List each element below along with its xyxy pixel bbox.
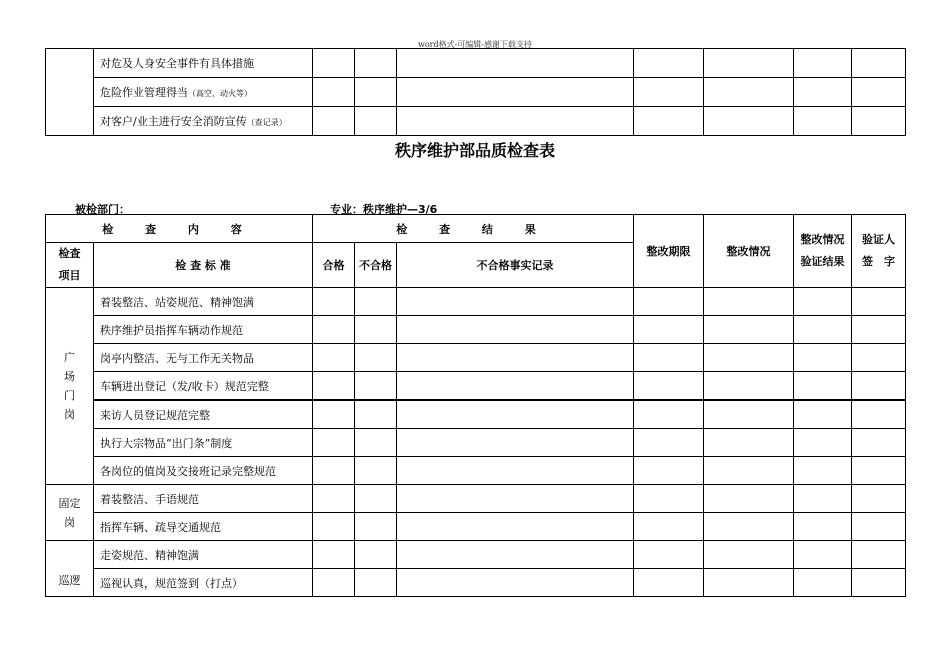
pass-cell[interactable] [313,107,355,136]
fail-record-cell[interactable] [397,457,634,485]
deadline-cell[interactable] [634,541,704,569]
table-row [46,372,906,401]
category-patrol: 巡逻 [46,541,94,597]
situation-cell[interactable] [704,107,794,136]
table-row [46,513,906,541]
table-row [46,107,906,136]
pass-cell[interactable] [313,400,355,429]
deadline-cell[interactable] [634,107,704,136]
pass-cell[interactable] [313,344,355,372]
deadline-cell[interactable] [634,316,704,344]
deadline-header: 整改期限 [634,215,704,288]
fail-cell[interactable] [355,316,397,344]
check-standard: 指挥车辆、疏导交通规范 [94,513,313,541]
fail-cell[interactable] [355,107,397,136]
fail-cell[interactable] [355,49,397,78]
deadline-cell[interactable] [634,569,704,597]
verify-cell[interactable] [794,457,852,485]
deadline-cell[interactable] [634,372,704,401]
table-row [46,78,906,107]
fail-record-cell[interactable] [397,569,634,597]
signer-cell[interactable] [852,78,906,107]
pass-cell[interactable] [313,372,355,401]
situation-cell[interactable] [704,429,794,457]
deadline-cell[interactable] [634,288,704,316]
fail-record-cell[interactable] [397,400,634,429]
category-fixed-post: 固定岗 [46,485,94,541]
fail-cell[interactable] [355,541,397,569]
fail-header: 不合格 [355,243,397,288]
check-standard: 对客户/业主进行安全消防宣传（查记录） [94,107,313,136]
table-row [46,429,906,457]
verify-cell[interactable] [794,316,852,344]
pass-cell[interactable] [313,541,355,569]
fail-record-cell[interactable] [397,107,634,136]
fail-record-cell[interactable] [397,78,634,107]
category-plaza-gate: 广场门岗 [46,288,94,485]
fail-cell[interactable] [355,485,397,513]
fail-record-cell[interactable] [397,541,634,569]
table-row [46,344,906,372]
fail-record-cell[interactable] [397,344,634,372]
dept-label: 被检部门： [75,203,130,216]
page-header-note: word格式-可编辑-感谢下载支持 [417,40,532,49]
item-header: 检查 项目 [46,243,94,288]
fail-cell[interactable] [355,513,397,541]
verify-cell[interactable] [794,569,852,597]
check-content-header: 检 查 内 容 [46,215,313,243]
signer-cell[interactable] [852,569,906,597]
quality-check-table [45,214,906,597]
signer-cell[interactable] [852,485,906,513]
verify-cell[interactable] [794,485,852,513]
deadline-cell[interactable] [634,513,704,541]
fail-record-cell[interactable] [397,372,634,401]
fail-record-cell[interactable] [397,49,634,78]
table-row [46,485,906,513]
check-standard: 危险作业管理得当（高空、动火等） [94,78,313,107]
signer-cell[interactable] [852,316,906,344]
pass-cell[interactable] [313,457,355,485]
check-result-header: 检 查 结 果 [313,215,634,243]
situation-cell[interactable] [704,78,794,107]
fail-record-header: 不合格事实记录 [397,243,634,288]
signer-cell[interactable] [852,400,906,429]
signer-cell[interactable] [852,541,906,569]
verify-cell[interactable] [794,344,852,372]
situation-cell[interactable] [704,288,794,316]
table-row [46,288,906,316]
verify-cell[interactable] [794,513,852,541]
fail-record-cell[interactable] [397,288,634,316]
check-standard: 着装整洁、手语规范 [94,485,313,513]
deadline-cell[interactable] [634,78,704,107]
deadline-cell[interactable] [634,457,704,485]
fail-cell[interactable] [355,429,397,457]
signer-cell[interactable] [852,372,906,401]
check-standard: 各岗位的值岗及交接班记录完整规范 [94,457,313,485]
table-row [46,316,906,344]
situation-cell[interactable] [704,49,794,78]
table-row [46,457,906,485]
pass-cell[interactable] [313,78,355,107]
situation-cell[interactable] [704,316,794,344]
pass-cell[interactable] [313,485,355,513]
deadline-cell[interactable] [634,400,704,429]
page-title: 秩序维护部品质检查表 [394,141,555,160]
deadline-cell[interactable] [634,49,704,78]
fail-cell[interactable] [355,288,397,316]
verify-cell[interactable] [794,49,852,78]
pass-cell[interactable] [313,288,355,316]
pass-cell[interactable] [313,513,355,541]
standard-header: 检 查 标 准 [94,243,313,288]
category-cell [46,49,94,136]
verify-cell[interactable] [794,400,852,429]
fail-cell[interactable] [355,400,397,429]
signer-header: 验证人 签 字 [852,215,906,288]
signer-cell[interactable] [852,107,906,136]
situation-cell[interactable] [704,541,794,569]
verify-cell[interactable] [794,288,852,316]
table-row [46,49,906,78]
check-standard: 车辆进出登记（发/收卡）规范完整 [94,372,313,401]
situation-cell[interactable] [704,513,794,541]
fail-record-cell[interactable] [397,513,634,541]
pass-cell[interactable] [313,49,355,78]
situation-cell[interactable] [704,372,794,401]
verify-result-header: 整改情况 验证结果 [794,215,852,288]
check-standard: 执行大宗物品“出门条”制度 [94,429,313,457]
pass-cell[interactable] [313,316,355,344]
check-standard: 对危及人身安全事件有具体措施 [94,49,313,78]
top-continuation-table [45,48,906,136]
fail-record-cell[interactable] [397,429,634,457]
signer-cell[interactable] [852,344,906,372]
fail-cell[interactable] [355,569,397,597]
table-row [46,541,906,569]
specialty-label: 专业：秩序维护—3/6 [330,203,438,216]
deadline-cell[interactable] [634,485,704,513]
fail-cell[interactable] [355,372,397,401]
situation-cell[interactable] [704,457,794,485]
table-row [46,569,906,597]
verify-cell[interactable] [794,541,852,569]
check-standard: 走姿规范、精神饱满 [94,541,313,569]
pass-cell[interactable] [313,569,355,597]
verify-cell[interactable] [794,372,852,401]
fail-record-cell[interactable] [397,316,634,344]
pass-header: 合格 [313,243,355,288]
fail-record-cell[interactable] [397,485,634,513]
situation-cell[interactable] [704,569,794,597]
verify-cell[interactable] [794,107,852,136]
signer-cell[interactable] [852,429,906,457]
verify-cell[interactable] [794,429,852,457]
signer-cell[interactable] [852,513,906,541]
pass-cell[interactable] [313,429,355,457]
situation-cell[interactable] [704,344,794,372]
situation-cell[interactable] [704,485,794,513]
situation-cell[interactable] [704,400,794,429]
check-standard: 巡视认真，规范签到（打点） [94,569,313,597]
signer-cell[interactable] [852,457,906,485]
deadline-cell[interactable] [634,344,704,372]
table-row [46,400,906,429]
fail-cell[interactable] [355,457,397,485]
fail-cell[interactable] [355,344,397,372]
check-standard: 来访人员登记规范完整 [94,400,313,429]
verify-cell[interactable] [794,78,852,107]
check-standard: 秩序维护员指挥车辆动作规范 [94,316,313,344]
signer-cell[interactable] [852,49,906,78]
situation-header: 整改情况 [704,215,794,288]
fail-cell[interactable] [355,78,397,107]
check-standard: 岗亭内整洁、无与工作无关物品 [94,344,313,372]
deadline-cell[interactable] [634,429,704,457]
check-standard: 着装整洁、站姿规范、精神饱满 [94,288,313,316]
signer-cell[interactable] [852,288,906,316]
